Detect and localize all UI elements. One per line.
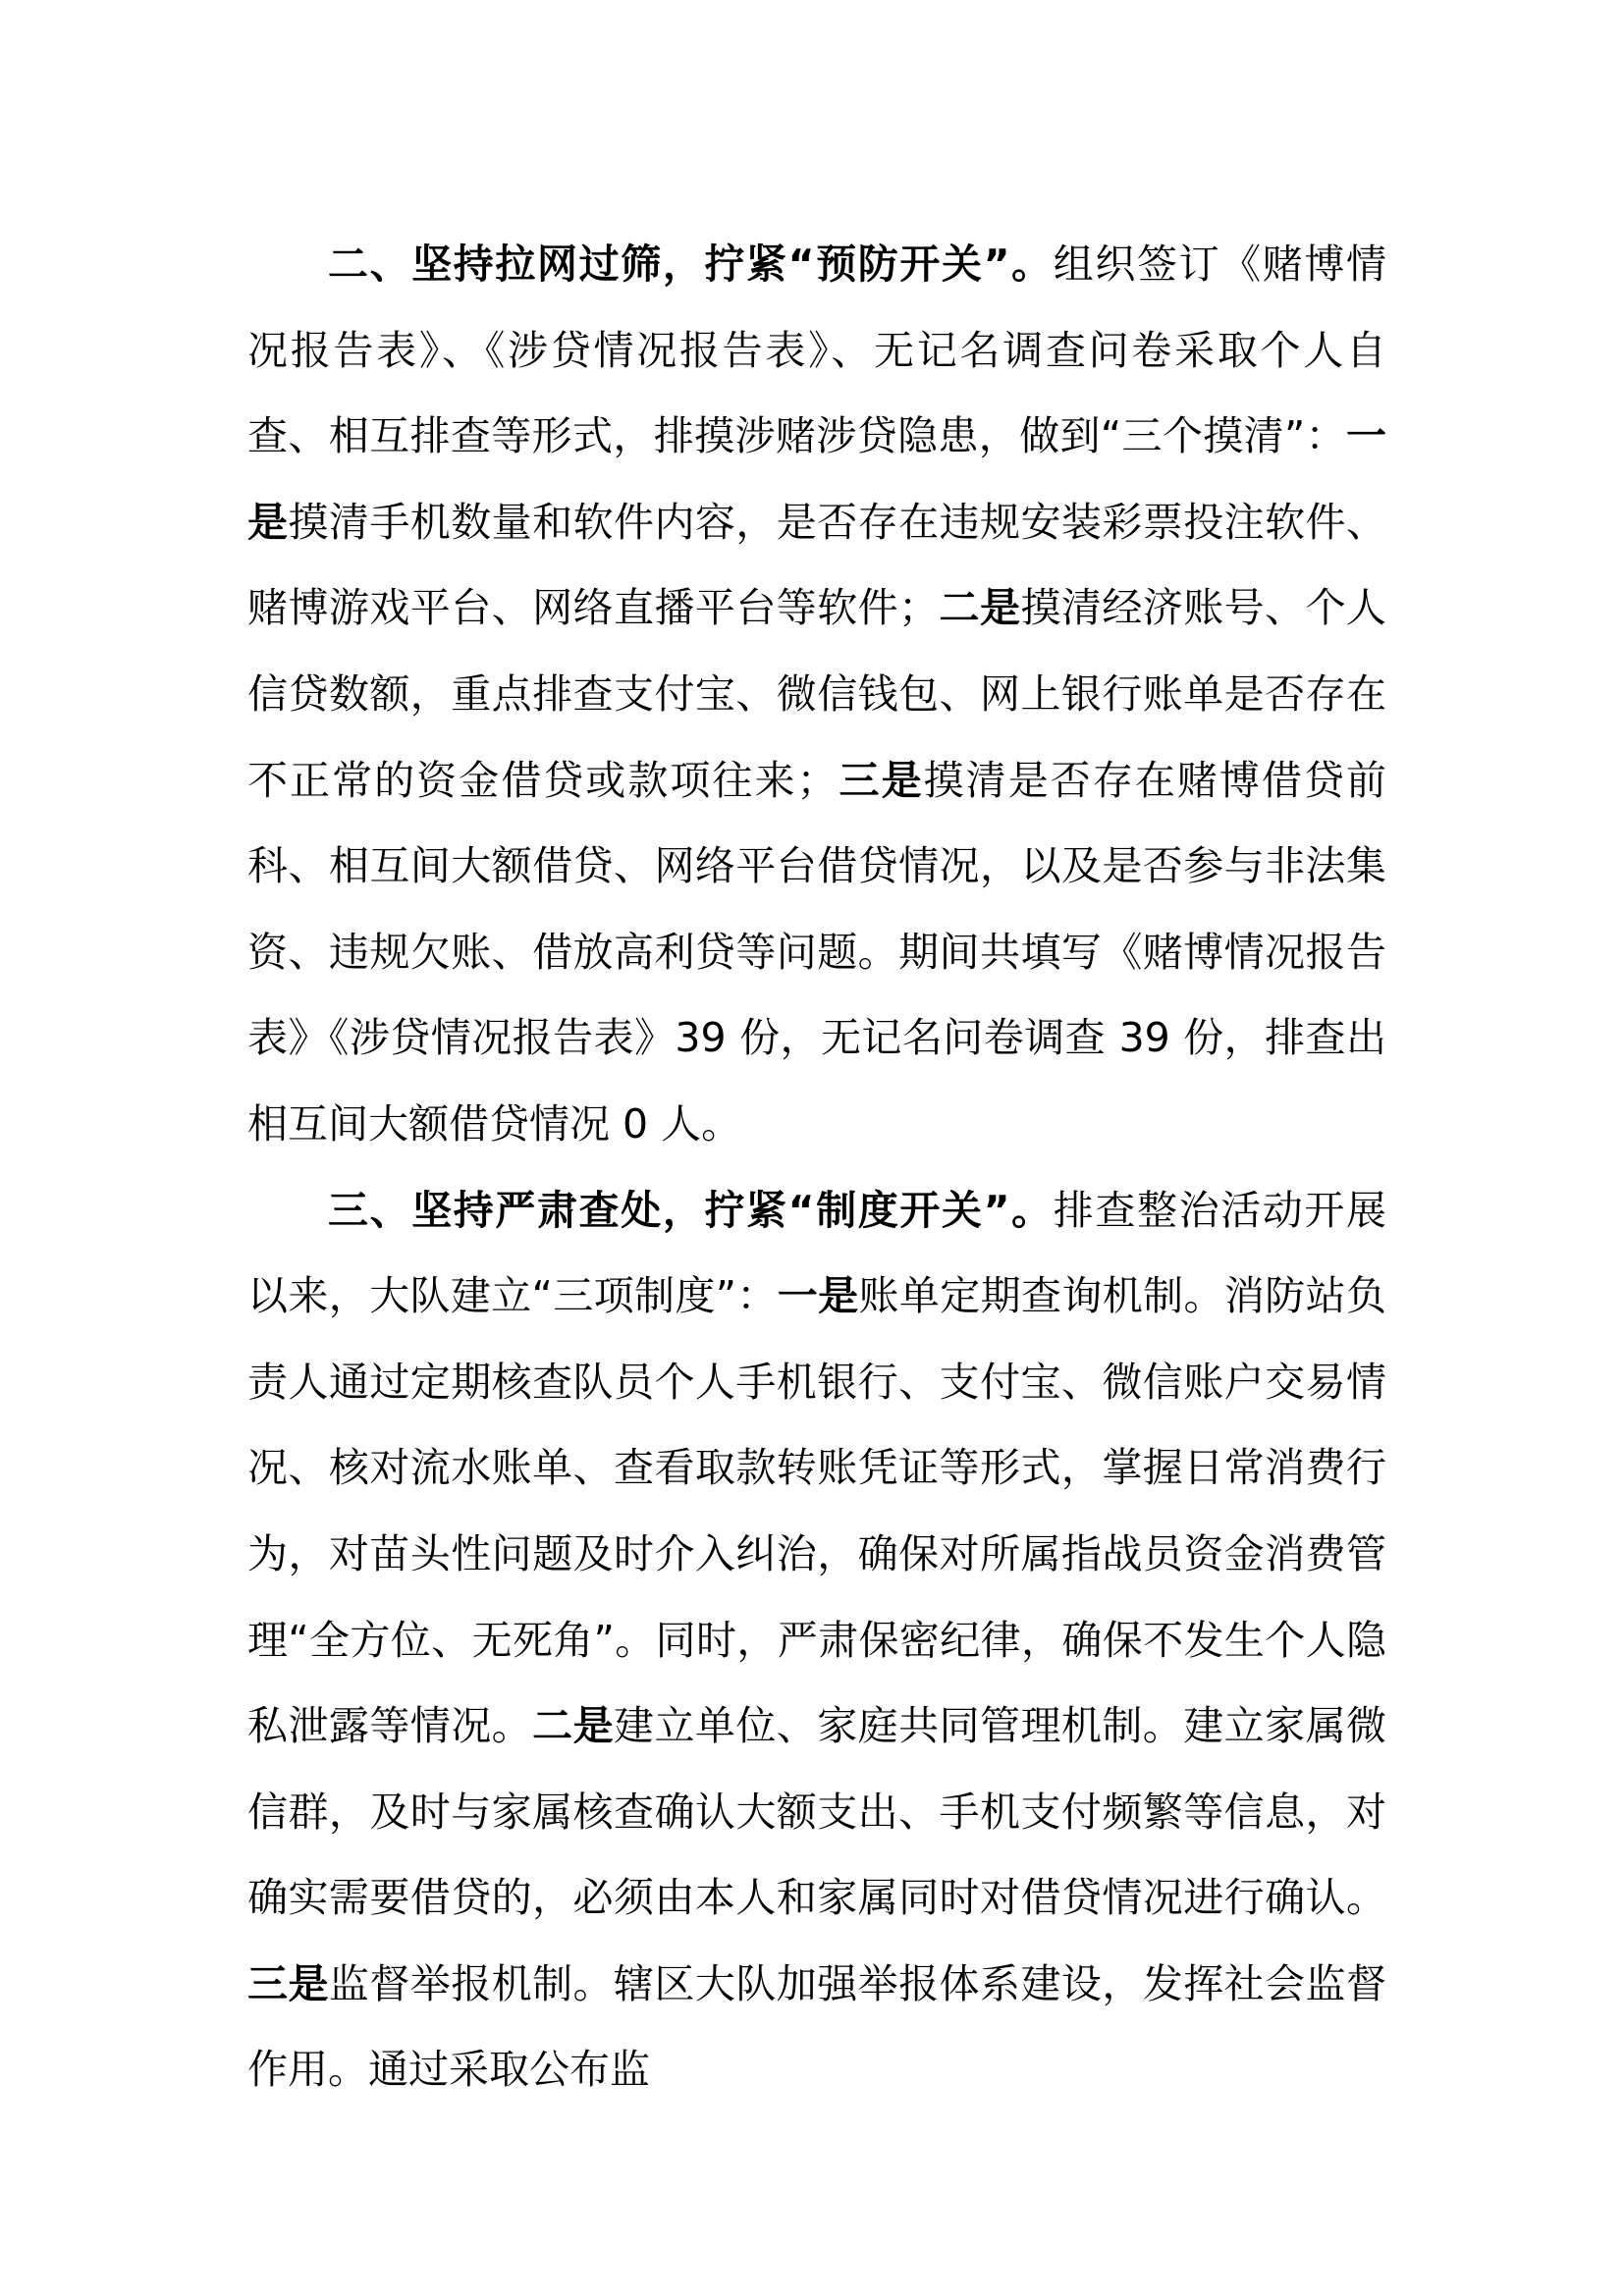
paragraph-text: 排查整治活动开展以来，大队建立“三项制度”： <box>247 1186 1386 1320</box>
paragraph-system-switch <box>247 1168 1386 2114</box>
paragraph-text: 组织签订《赌博情况报告表》、《涉贷情况报告表》、无记名调查问卷采取个人自查、相互排查等形式，排摸涉赌涉贷隐患，做到“三个摸清”： <box>247 240 1386 460</box>
section-heading-system: 三、坚持严肃查处，拧紧“制度开关”。 <box>328 1186 1054 1234</box>
document-body <box>247 222 1386 2113</box>
item-marker-third: 三是 <box>247 1959 329 2007</box>
paragraph-text: 账单定期查询机制。消防站负责人通过定期核查队员个人手机银行、支付宝、微信账户交易情况、核对流水账单、查看取款转账凭证等形式，掌握日常消费行为，对苗头性问题及时介入纠治，确保对所属指战员资金消费管理“全方位、无死角”。同时，严肃保密纪律，确保不发生个人隐私泄露等情况。 <box>247 1272 1387 1750</box>
item-marker-first: 一是 <box>247 412 1386 546</box>
paragraph-text: 建立单位、家庭共同管理机制。建立家属微信群，及时与家属核查确认大额支出、手机支付频繁等信息，对确实需要借贷的，必须由本人和家属同时对借贷情况进行确认。 <box>247 1702 1387 1922</box>
section-heading-prevention: 二、坚持拉网过筛，拧紧“预防开关”。 <box>328 240 1054 288</box>
item-marker-second: 二是 <box>532 1702 615 1750</box>
paragraph-text: 摸清是否存在赌博借贷前科、相互间大额借贷、网络平台借贷情况，以及是否参与非法集资、违规欠账、借放高利贷等问题。期间共填写《赌博情况报告表》《涉贷情况报告表》39 份，无记名问卷调查 39 份，排查出相互间大额借贷情况 0 人。 <box>247 756 1387 1148</box>
item-marker-third: 三是 <box>837 756 924 804</box>
paragraph-prevention-switch <box>247 222 1386 1168</box>
paragraph-text: 监督举报机制。辖区大队加强举报体系建设，发挥社会监督作用。通过采取公布监 <box>247 1959 1386 2094</box>
paragraph-text: 摸清经济账号、个人信贷数额，重点排查支付宝、微信钱包、网上银行账单是否存在不正常的资金借贷或款项往来； <box>247 584 1387 804</box>
paragraph-text: 摸清手机数量和软件内容，是否存在违规安装彩票投注软件、赌博游戏平台、网络直播平台等软件； <box>247 498 1387 632</box>
item-marker-first: 一是 <box>777 1272 859 1320</box>
item-marker-second: 二是 <box>939 584 1021 632</box>
